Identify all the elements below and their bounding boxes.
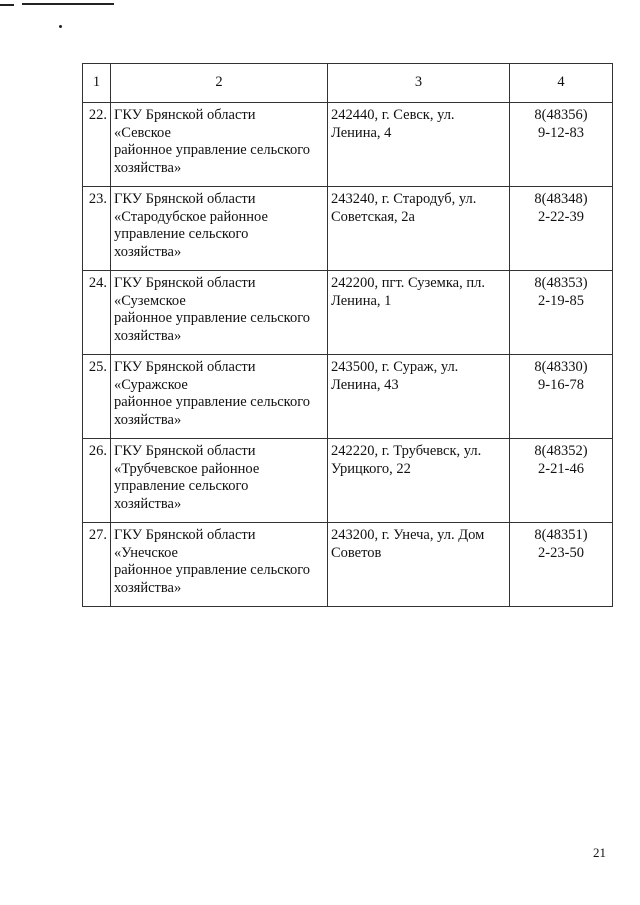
address-cell (328, 355, 510, 439)
table-row (83, 523, 613, 607)
phone-line: 8(48348) (534, 191, 588, 207)
organization-line: «Унечское (114, 544, 178, 561)
organization-line: районное управление сельского (114, 142, 311, 158)
organization-line: управление сельского (114, 478, 249, 494)
row-number-cell: 22. (83, 103, 111, 187)
page-number: 21 (593, 845, 606, 860)
organization-line: ГКУ Брянской области (114, 191, 256, 207)
organization-line: «Севское (114, 124, 171, 141)
phone-line: 9-12-83 (538, 124, 584, 141)
header-cell: 1 (83, 64, 111, 103)
phone-line: 2-21-46 (538, 460, 584, 477)
phone-cell (510, 187, 613, 271)
organization-cell (111, 187, 328, 271)
address-line: Урицкого, 22 (331, 460, 411, 477)
directory-table (82, 63, 613, 607)
phone-line: 2-22-39 (538, 208, 584, 225)
row-number-cell: 23. (83, 187, 111, 271)
header-cell: 2 (111, 64, 328, 103)
organization-line: «Стародубское районное (114, 208, 268, 225)
phone-cell (510, 439, 613, 523)
phone-line: 8(48353) (534, 275, 588, 291)
row-number-cell: 26. (83, 439, 111, 523)
address-line: 242200, пгт. Суземка, пл. (331, 275, 485, 291)
phone-cell (510, 355, 613, 439)
phone-line: 2-19-85 (538, 292, 584, 309)
top-rule-fragment (0, 4, 14, 6)
address-cell (328, 271, 510, 355)
organization-line: ГКУ Брянской области (114, 359, 256, 375)
table-row (83, 439, 613, 523)
address-line: Советов (331, 544, 382, 561)
address-line: 243240, г. Стародуб, ул. (331, 191, 477, 207)
phone-line: 9-16-78 (538, 376, 584, 393)
phone-line: 8(48330) (534, 359, 588, 375)
organization-line: хозяйства» (114, 579, 182, 596)
address-line: 243200, г. Унеча, ул. Дом (331, 527, 485, 543)
organization-cell (111, 271, 328, 355)
organization-line: хозяйства» (114, 159, 182, 176)
phone-cell (510, 271, 613, 355)
table-header-row (83, 64, 613, 103)
organization-line: хозяйства» (114, 327, 182, 344)
table-row (83, 103, 613, 187)
address-cell (328, 523, 510, 607)
organization-cell (111, 103, 328, 187)
phone-line: 8(48356) (534, 107, 588, 123)
phone-line: 8(48352) (534, 443, 588, 459)
organization-line: управление сельского (114, 226, 249, 242)
organization-line: хозяйства» (114, 411, 182, 428)
organization-line: «Суземское (114, 292, 186, 309)
table-row (83, 271, 613, 355)
address-cell (328, 103, 510, 187)
phone-cell (510, 523, 613, 607)
row-number-cell: 27. (83, 523, 111, 607)
address-cell (328, 187, 510, 271)
organization-line: «Суражское (114, 376, 188, 393)
row-number-cell: 25. (83, 355, 111, 439)
phone-cell (510, 103, 613, 187)
scan-speck (59, 25, 62, 28)
row-number-cell: 24. (83, 271, 111, 355)
header-cell: 4 (510, 64, 613, 103)
address-line: Ленина, 43 (331, 376, 399, 393)
address-line: Советская, 2а (331, 208, 415, 225)
address-line: 243500, г. Сураж, ул. (331, 359, 459, 375)
organization-line: районное управление сельского (114, 310, 311, 326)
organization-line: районное управление сельского (114, 562, 311, 578)
table-row (83, 355, 613, 439)
organization-line: ГКУ Брянской области (114, 443, 256, 459)
organization-line: ГКУ Брянской области (114, 107, 256, 123)
organization-cell (111, 355, 328, 439)
address-line: Ленина, 1 (331, 292, 392, 309)
address-line: Ленина, 4 (331, 124, 392, 141)
top-rule (22, 3, 114, 5)
organization-line: хозяйства» (114, 495, 182, 512)
organization-cell (111, 439, 328, 523)
address-line: 242220, г. Трубчевск, ул. (331, 443, 482, 459)
organization-line: ГКУ Брянской области (114, 275, 256, 291)
organization-line: «Трубчевское районное (114, 460, 260, 477)
organization-line: ГКУ Брянской области (114, 527, 256, 543)
organization-cell (111, 523, 328, 607)
header-cell: 3 (328, 64, 510, 103)
phone-line: 2-23-50 (538, 544, 584, 561)
phone-line: 8(48351) (534, 527, 588, 543)
organization-line: районное управление сельского (114, 394, 311, 410)
address-line: 242440, г. Севск, ул. (331, 107, 455, 123)
table-row (83, 187, 613, 271)
address-cell (328, 439, 510, 523)
organization-line: хозяйства» (114, 243, 182, 260)
